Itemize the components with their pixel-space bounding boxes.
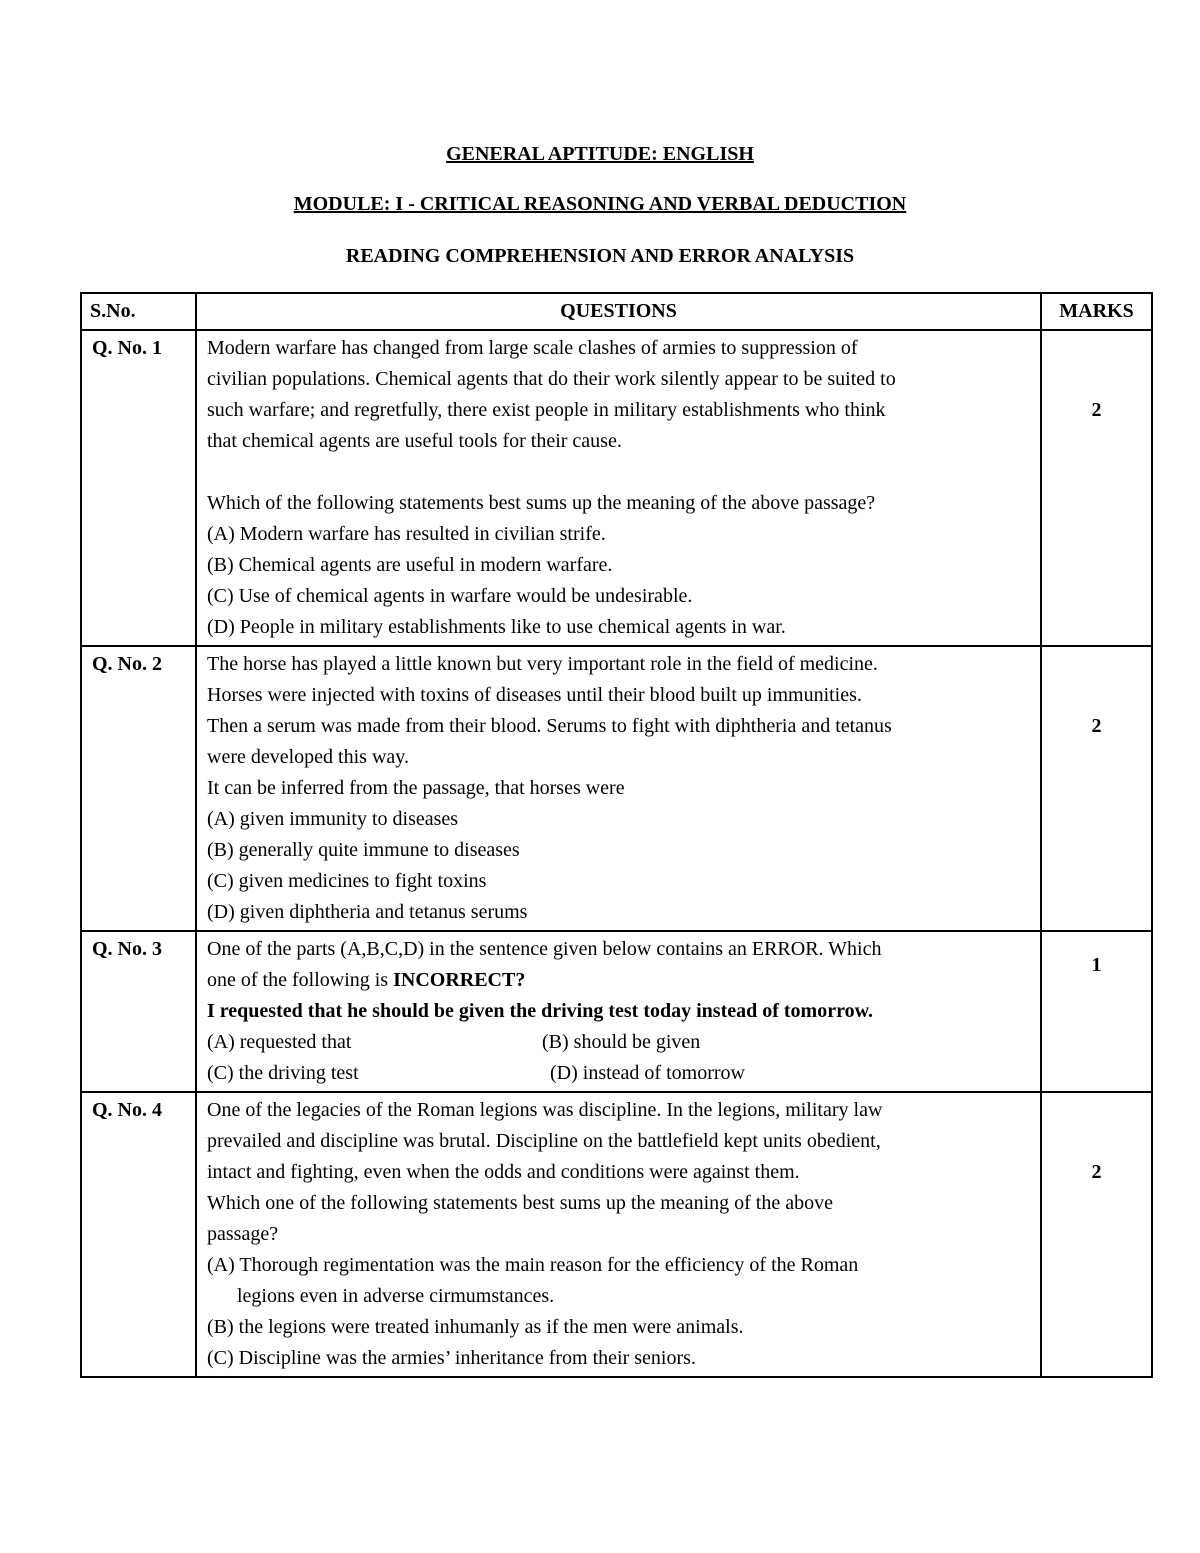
marks-value: 1 xyxy=(1091,954,1102,976)
column-header-questions: QUESTIONS xyxy=(196,293,1041,330)
option-a: (A) requested that xyxy=(207,1031,352,1053)
passage-line: One of the legacies of the Roman legions was discipline. In the legions, military law xyxy=(207,1099,883,1121)
passage-line: Then a serum was made from their blood. Serums to fight with diphtheria and tetanus xyxy=(207,715,892,737)
option-c: (C) the driving test xyxy=(207,1062,359,1084)
passage-line: prevailed and discipline was brutal. Discipline on the battlefield kept units obedient, xyxy=(207,1130,881,1152)
questions-table xyxy=(80,292,1153,1378)
table-row xyxy=(81,330,1152,646)
question-cell xyxy=(196,330,1041,646)
passage-line: civilian populations. Chemical agents that do their work silently appear to be suited to xyxy=(207,368,896,390)
question-number: Q. No. 1 xyxy=(81,330,196,646)
section-title: READING COMPREHENSION AND ERROR ANALYSIS xyxy=(345,245,855,267)
question-cell xyxy=(196,1092,1041,1377)
question-stem: Which of the following statements best sums up the meaning of the above passage? xyxy=(207,492,876,514)
option-c: (C) given medicines to fight toxins xyxy=(207,870,487,892)
table-row xyxy=(81,1092,1152,1377)
passage-line: intact and fighting, even when the odds and conditions were against them. xyxy=(207,1161,800,1183)
option-a: (A) given immunity to diseases xyxy=(207,808,459,830)
option-b: (B) the legions were treated inhumanly as if the men were animals. xyxy=(207,1316,744,1338)
option-d: (D) given diphtheria and tetanus serums xyxy=(207,901,528,923)
option-c: (C) Use of chemical agents in warfare would be undesirable. xyxy=(207,585,693,607)
question-cell xyxy=(196,646,1041,931)
option-d: (D) People in military establishments like to use chemical agents in war. xyxy=(207,616,786,638)
option-b: (B) generally quite immune to diseases xyxy=(207,839,520,861)
option-c: (C) Discipline was the armies’ inheritance from their seniors. xyxy=(207,1347,696,1369)
marks-value: 2 xyxy=(1091,399,1102,421)
option-a: (A) Modern warfare has resulted in civilian strife. xyxy=(207,523,606,545)
marks-value: 2 xyxy=(1091,715,1102,737)
column-header-sno: S.No. xyxy=(81,293,196,330)
question-number: Q. No. 2 xyxy=(81,646,196,931)
question-cell xyxy=(196,931,1041,1092)
question-number: Q. No. 4 xyxy=(81,1092,196,1377)
passage-line: that chemical agents are useful tools for their cause. xyxy=(207,430,622,452)
column-header-marks: MARKS xyxy=(1041,293,1152,330)
options-row xyxy=(207,1027,1030,1058)
option-b: (B) Chemical agents are useful in modern warfare. xyxy=(207,554,613,576)
module-title: MODULE: I - CRITICAL REASONING AND VERBAL DEDUCTION xyxy=(293,193,907,215)
question-number: Q. No. 3 xyxy=(81,931,196,1092)
question-stem: It can be inferred from the passage, that horses were xyxy=(207,777,625,799)
option-b: (B) should be given xyxy=(542,1031,701,1053)
instruction-line xyxy=(207,965,1030,996)
passage-line: were developed this way. xyxy=(207,746,409,768)
question-stem: Which one of the following statements best sums up the meaning of the above xyxy=(207,1192,833,1214)
marks-cell xyxy=(1041,646,1152,931)
document-title: GENERAL APTITUDE: ENGLISH xyxy=(446,143,754,165)
option-a-continuation: legions even in adverse cirmumstances. xyxy=(237,1285,555,1307)
table-row xyxy=(81,931,1152,1092)
passage-line: such warfare; and regretfully, there exist people in military establishments who think xyxy=(207,399,886,421)
table-header-row xyxy=(81,293,1152,330)
options-row xyxy=(207,1058,1030,1089)
error-sentence: I requested that he should be given the driving test today instead of tomorrow. xyxy=(207,1000,873,1022)
option-a: (A) Thorough regimentation was the main reason for the efficiency of the Roman xyxy=(207,1254,859,1276)
instruction-text: one of the following is xyxy=(207,969,394,991)
passage-line: Horses were injected with toxins of diseases until their blood built up immunities. xyxy=(207,684,862,706)
marks-cell xyxy=(1041,931,1152,1092)
instruction-line: One of the parts (A,B,C,D) in the sentence given below contains an ERROR. Which xyxy=(207,938,882,960)
instruction-emphasis: INCORRECT? xyxy=(393,969,526,991)
option-d: (D) instead of tomorrow xyxy=(550,1062,745,1084)
marks-cell xyxy=(1041,330,1152,646)
passage-line: The horse has played a little known but very important role in the field of medicine. xyxy=(207,653,878,675)
marks-cell xyxy=(1041,1092,1152,1377)
marks-value: 2 xyxy=(1091,1161,1102,1183)
passage-line: Modern warfare has changed from large scale clashes of armies to suppression of xyxy=(207,337,858,359)
table-row xyxy=(81,646,1152,931)
question-stem: passage? xyxy=(207,1223,279,1245)
